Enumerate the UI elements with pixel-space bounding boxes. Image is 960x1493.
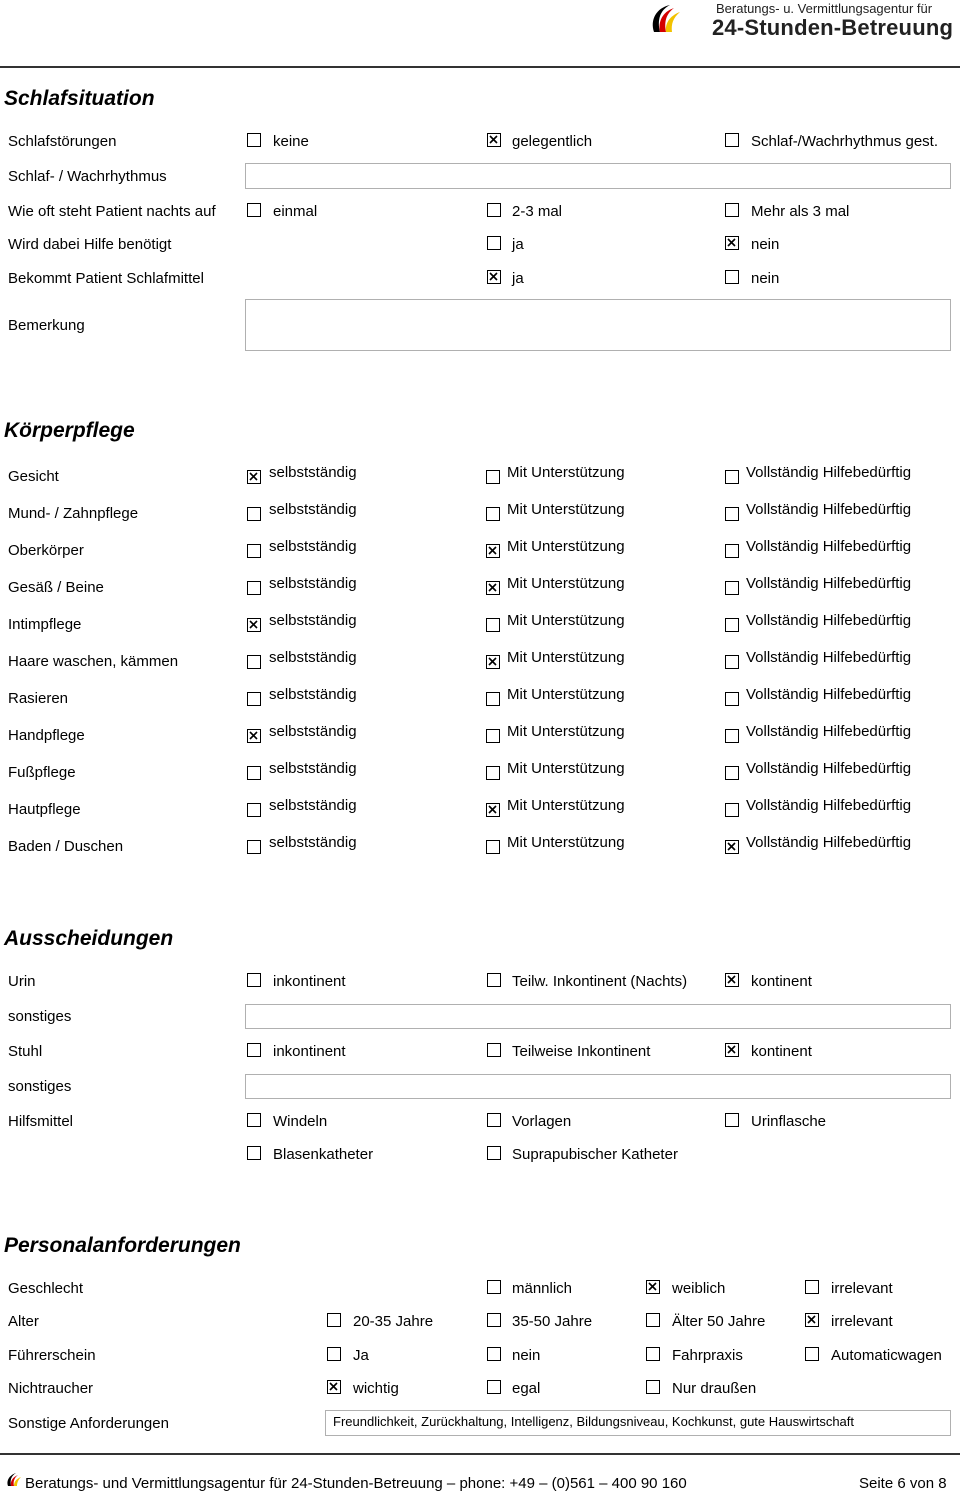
checkbox-urinflasche[interactable]: [725, 1113, 739, 1127]
checkbox-koerper-opt1[interactable]: [247, 470, 261, 484]
check-x-icon: [248, 619, 259, 630]
koerper-option-opt3: Vollständig Hilfebedürftig: [746, 464, 912, 481]
check-x-icon: [487, 582, 498, 593]
checkbox-koerper-opt1[interactable]: [247, 655, 261, 669]
checkbox-koerper-opt3[interactable]: [725, 544, 739, 558]
check-x-icon: [248, 471, 259, 482]
check-x-icon: [488, 134, 499, 145]
option-weiblich: weiblich: [672, 1280, 726, 1297]
checkbox-hilfe-ja[interactable]: [487, 236, 501, 250]
header-logo: [648, 2, 688, 38]
checkbox-fs-nein[interactable]: [487, 1347, 501, 1361]
checkbox-nur-draussen[interactable]: [646, 1380, 660, 1394]
checkbox-alter-irrelevant[interactable]: [805, 1313, 819, 1327]
option-blasenkatheter: Blasenkatheter: [273, 1146, 374, 1163]
checkbox-koerper-opt2[interactable]: [486, 803, 500, 817]
option-fs-nein: nein: [512, 1347, 541, 1364]
koerper-row-label: Mund- / Zahnpflege: [8, 505, 139, 522]
option-urin-kontinent: kontinent: [751, 973, 812, 990]
checkbox-mittel-nein[interactable]: [725, 270, 739, 284]
check-x-icon: [248, 730, 259, 741]
koerper-option-opt1: selbstständig: [269, 501, 357, 518]
option-vorlagen: Vorlagen: [512, 1113, 572, 1130]
field-sonstige-anforderungen[interactable]: [325, 1410, 951, 1436]
checkbox-koerper-opt3[interactable]: [725, 840, 739, 854]
checkbox-koerper-opt3[interactable]: [725, 507, 739, 521]
option-mehr-als-3: Mehr als 3 mal: [751, 203, 850, 220]
label-fuehrerschein: Führerschein: [8, 1347, 96, 1364]
label-alter: Alter: [8, 1313, 39, 1330]
koerper-option-opt3: Vollständig Hilfebedürftig: [746, 723, 912, 740]
label-sonstiges-2: sonstiges: [8, 1078, 72, 1095]
logo-swoosh-icon: [648, 2, 688, 38]
koerper-option-opt1: selbstständig: [269, 612, 357, 629]
option-windeln: Windeln: [273, 1113, 328, 1130]
checkbox-gestoert[interactable]: [725, 133, 739, 147]
option-gelegentlich: gelegentlich: [512, 133, 593, 150]
footer-text: Beratungs- und Vermittlungsagentur für 24-Stunden-Betreuung – phone: +49 – (0)561 – 400 90 160: [25, 1475, 687, 1492]
check-x-icon: [726, 841, 737, 852]
option-35-50: 35-50 Jahre: [512, 1313, 593, 1330]
option-fahrpraxis: Fahrpraxis: [672, 1347, 743, 1364]
label-sonstiges-1: sonstiges: [8, 1008, 72, 1025]
koerper-row-label: Gesäß / Beine: [8, 579, 104, 596]
check-x-icon: [726, 974, 737, 985]
checkbox-koerper-opt2[interactable]: [486, 581, 500, 595]
checkbox-koerper-opt1[interactable]: [247, 507, 261, 521]
option-einmal: einmal: [273, 203, 318, 220]
label-geschlecht: Geschlecht: [8, 1280, 84, 1297]
footer-page: Seite 6 von 8: [859, 1475, 947, 1492]
koerper-option-opt2: Mit Unterstützung: [507, 612, 625, 629]
checkbox-koerper-opt2[interactable]: [486, 840, 500, 854]
label-nachts: Wie oft steht Patient nachts auf: [8, 203, 216, 220]
label-urin: Urin: [8, 973, 36, 990]
footer-logo: [6, 1472, 22, 1488]
koerper-option-opt1: selbstständig: [269, 686, 357, 703]
field-rhythmus[interactable]: [245, 163, 951, 189]
option-20-35: 20-35 Jahre: [353, 1313, 434, 1330]
option-urin-inkontinent: inkontinent: [273, 973, 346, 990]
option-2-3-mal: 2-3 mal: [512, 203, 563, 220]
check-x-icon: [488, 271, 499, 282]
checkbox-koerper-opt2[interactable]: [486, 470, 500, 484]
checkbox-hilfe-nein[interactable]: [725, 236, 739, 250]
koerper-option-opt1: selbstständig: [269, 834, 357, 851]
checkbox-wichtig[interactable]: [327, 1380, 341, 1394]
checkbox-koerper-opt1[interactable]: [247, 729, 261, 743]
label-bemerkung: Bemerkung: [8, 317, 85, 334]
checkbox-windeln[interactable]: [247, 1113, 261, 1127]
check-x-icon: [726, 1044, 737, 1055]
koerper-option-opt2: Mit Unterstützung: [507, 834, 625, 851]
option-stuhl-inkontinent: inkontinent: [273, 1043, 346, 1060]
check-x-icon: [487, 804, 498, 815]
koerper-row-label: Oberkörper: [8, 542, 84, 559]
koerper-row-label: Gesicht: [8, 468, 59, 485]
koerper-option-opt2: Mit Unterstützung: [507, 760, 625, 777]
checkbox-urin-inkontinent[interactable]: [247, 973, 261, 987]
check-x-icon: [806, 1314, 817, 1325]
section-title-koerper: Körperpflege: [4, 419, 135, 442]
check-x-icon: [726, 237, 737, 248]
koerper-row-label: Baden / Duschen: [8, 838, 124, 855]
checkbox-koerper-opt3[interactable]: [725, 470, 739, 484]
koerper-row-label: Rasieren: [8, 690, 69, 707]
checkbox-koerper-opt1[interactable]: [247, 803, 261, 817]
koerper-option-opt1: selbstständig: [269, 464, 357, 481]
koerper-option-opt2: Mit Unterstützung: [507, 723, 625, 740]
check-x-icon: [487, 656, 498, 667]
checkbox-mittel-ja[interactable]: [487, 270, 501, 284]
checkbox-einmal[interactable]: [247, 203, 261, 217]
checkbox-koerper-opt1[interactable]: [247, 692, 261, 706]
koerper-option-opt3: Vollständig Hilfebedürftig: [746, 538, 912, 555]
koerper-option-opt1: selbstständig: [269, 538, 357, 555]
koerper-option-opt1: selbstständig: [269, 760, 357, 777]
koerper-option-opt2: Mit Unterstützung: [507, 464, 625, 481]
checkbox-suprapubisch[interactable]: [487, 1146, 501, 1160]
check-x-icon: [328, 1381, 339, 1392]
checkbox-koerper-opt3[interactable]: [725, 803, 739, 817]
field-sonstiges-1[interactable]: [245, 1004, 951, 1029]
check-x-icon: [647, 1281, 658, 1292]
checkbox-koerper-opt2[interactable]: [486, 729, 500, 743]
koerper-option-opt2: Mit Unterstützung: [507, 649, 625, 666]
label-rhythmus: Schlaf- / Wachrhythmus: [8, 168, 167, 185]
koerper-option-opt1: selbstständig: [269, 797, 357, 814]
option-wichtig: wichtig: [353, 1380, 399, 1397]
koerper-option-opt3: Vollständig Hilfebedürftig: [746, 501, 912, 518]
label-nichtraucher: Nichtraucher: [8, 1380, 94, 1397]
option-geschlecht-irrelevant: irrelevant: [831, 1280, 893, 1297]
checkbox-blasenkatheter[interactable]: [247, 1146, 261, 1160]
field-sonstiges-2[interactable]: [245, 1074, 951, 1099]
checkbox-koerper-opt3[interactable]: [725, 766, 739, 780]
checkbox-urin-kontinent[interactable]: [725, 973, 739, 987]
checkbox-stuhl-kontinent[interactable]: [725, 1043, 739, 1057]
option-urinflasche: Urinflasche: [751, 1113, 827, 1130]
checkbox-fs-ja[interactable]: [327, 1347, 341, 1361]
section-title-aus: Ausscheidungen: [4, 927, 174, 950]
checkbox-urin-teilw[interactable]: [487, 973, 501, 987]
checkbox-fahrpraxis[interactable]: [646, 1347, 660, 1361]
option-mittel-ja: ja: [512, 270, 524, 287]
option-gestoert: Schlaf-/Wachrhythmus gest.: [751, 133, 939, 150]
check-x-icon: [487, 545, 498, 556]
option-mittel-nein: nein: [751, 270, 780, 287]
koerper-option-opt2: Mit Unterstützung: [507, 686, 625, 703]
checkbox-maennlich[interactable]: [487, 1280, 501, 1294]
option-suprapubisch: Suprapubischer Katheter: [512, 1146, 678, 1163]
koerper-row-label: Intimpflege: [8, 616, 82, 633]
checkbox-20-35[interactable]: [327, 1313, 341, 1327]
label-stuhl: Stuhl: [8, 1043, 43, 1060]
label-schlafstoerungen: Schlafstörungen: [8, 133, 117, 150]
option-maennlich: männlich: [512, 1280, 573, 1297]
koerper-option-opt2: Mit Unterstützung: [507, 575, 625, 592]
checkbox-aelter-50[interactable]: [646, 1313, 660, 1327]
checkbox-koerper-opt2[interactable]: [486, 544, 500, 558]
option-aelter-50: Älter 50 Jahre: [672, 1313, 766, 1330]
label-hilfsmittel: Hilfsmittel: [8, 1113, 74, 1130]
checkbox-koerper-opt1[interactable]: [247, 840, 261, 854]
koerper-option-opt1: selbstständig: [269, 649, 357, 666]
option-egal: egal: [512, 1380, 541, 1397]
checkbox-2-3-mal[interactable]: [487, 203, 501, 217]
checkbox-koerper-opt2[interactable]: [486, 655, 500, 669]
label-schlafmittel: Bekommt Patient Schlafmittel: [8, 270, 204, 287]
option-urin-teilw: Teilw. Inkontinent (Nachts): [512, 973, 688, 990]
footer-divider: [0, 1453, 960, 1455]
koerper-option-opt3: Vollständig Hilfebedürftig: [746, 760, 912, 777]
label-sonstige-anforderungen: Sonstige Anforderungen: [8, 1415, 169, 1432]
checkbox-vorlagen[interactable]: [487, 1113, 501, 1127]
checkbox-koerper-opt2[interactable]: [486, 507, 500, 521]
section-title-personal: Personalanforderungen: [4, 1234, 241, 1257]
koerper-option-opt3: Vollständig Hilfebedürftig: [746, 686, 912, 703]
header-divider: [0, 66, 960, 68]
koerper-option-opt3: Vollständig Hilfebedürftig: [746, 612, 912, 629]
checkbox-35-50[interactable]: [487, 1313, 501, 1327]
option-stuhl-kontinent: kontinent: [751, 1043, 812, 1060]
koerper-option-opt2: Mit Unterstützung: [507, 501, 625, 518]
checkbox-egal[interactable]: [487, 1380, 501, 1394]
field-bemerkung[interactable]: [245, 299, 951, 351]
checkbox-mehr-als-3[interactable]: [725, 203, 739, 217]
header-subtitle: Beratungs- u. Vermittlungsagentur für: [716, 1, 933, 16]
checkbox-koerper-opt2[interactable]: [486, 692, 500, 706]
koerper-option-opt2: Mit Unterstützung: [507, 538, 625, 555]
option-stuhl-teilweise: Teilweise Inkontinent: [512, 1043, 651, 1060]
logo-swoosh-icon: [6, 1472, 22, 1488]
koerper-option-opt2: Mit Unterstützung: [507, 797, 625, 814]
checkbox-koerper-opt1[interactable]: [247, 766, 261, 780]
checkbox-koerper-opt3[interactable]: [725, 729, 739, 743]
koerper-option-opt1: selbstständig: [269, 575, 357, 592]
checkbox-koerper-opt3[interactable]: [725, 655, 739, 669]
checkbox-koerper-opt1[interactable]: [247, 581, 261, 595]
label-hilfe: Wird dabei Hilfe benötigt: [8, 236, 172, 253]
option-automaticwagen: Automaticwagen: [831, 1347, 942, 1364]
checkbox-koerper-opt3[interactable]: [725, 692, 739, 706]
sonstige-anforderungen-value: Freundlichkeit, Zurückhaltung, Intelligenz, Bildungsniveau, Kochkunst, gute Hauswirtschaft: [333, 1414, 855, 1429]
koerper-option-opt3: Vollständig Hilfebedürftig: [746, 649, 912, 666]
checkbox-weiblich[interactable]: [646, 1280, 660, 1294]
option-keine: keine: [273, 133, 309, 150]
checkbox-koerper-opt3[interactable]: [725, 581, 739, 595]
option-alter-irrelevant: irrelevant: [831, 1313, 893, 1330]
checkbox-keine[interactable]: [247, 133, 261, 147]
checkbox-geschlecht-irrelevant[interactable]: [805, 1280, 819, 1294]
checkbox-automaticwagen[interactable]: [805, 1347, 819, 1361]
koerper-option-opt3: Vollständig Hilfebedürftig: [746, 834, 912, 851]
checkbox-stuhl-teilweise[interactable]: [487, 1043, 501, 1057]
checkbox-koerper-opt2[interactable]: [486, 766, 500, 780]
checkbox-stuhl-inkontinent[interactable]: [247, 1043, 261, 1057]
option-hilfe-nein: nein: [751, 236, 780, 253]
option-hilfe-ja: ja: [512, 236, 524, 253]
section-title-schlaf: Schlafsituation: [4, 87, 155, 110]
option-fs-ja: Ja: [353, 1347, 369, 1364]
header-brand: 24-Stunden-Betreuung: [712, 15, 954, 40]
option-nur-draussen: Nur draußen: [672, 1380, 757, 1397]
koerper-row-label: Handpflege: [8, 727, 85, 744]
koerper-option-opt1: selbstständig: [269, 723, 357, 740]
checkbox-gelegentlich[interactable]: [487, 133, 501, 147]
koerper-option-opt3: Vollständig Hilfebedürftig: [746, 575, 912, 592]
koerper-row-label: Fußpflege: [8, 764, 76, 781]
checkbox-koerper-opt1[interactable]: [247, 618, 261, 632]
koerper-row-label: Haare waschen, kämmen: [8, 653, 179, 670]
koerper-option-opt3: Vollständig Hilfebedürftig: [746, 797, 912, 814]
koerper-row-label: Hautpflege: [8, 801, 81, 818]
checkbox-koerper-opt1[interactable]: [247, 544, 261, 558]
checkbox-koerper-opt3[interactable]: [725, 618, 739, 632]
checkbox-koerper-opt2[interactable]: [486, 618, 500, 632]
